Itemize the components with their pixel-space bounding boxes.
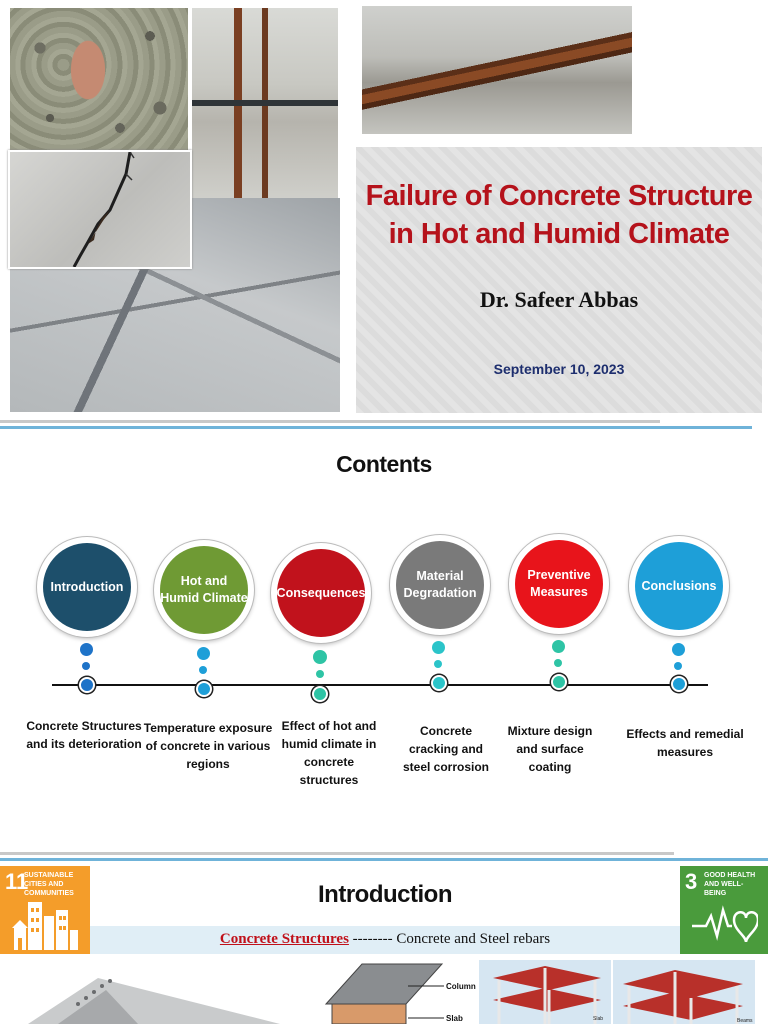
city-icon [12,898,80,950]
concrete-structures-link: Concrete Structures [219,931,349,947]
cracked-wall-photo [8,150,192,269]
connector-dot [552,640,565,653]
timeline-line [52,684,708,686]
sdg3-label: GOOD HEALTH AND WELL-BEING [704,872,756,897]
topic-label: Introduction [43,543,131,631]
slide-divider-accent [0,858,768,861]
topic-preventive-measures [509,534,609,634]
topic-label: Conclusions [635,542,723,630]
connector-dot [199,666,207,674]
topic-label: Hot and Humid Climate [160,546,248,634]
connector-dot [313,650,327,664]
introduction-subtitle [90,931,680,948]
topic-description: Temperature exposure of concrete in various regions [143,721,273,771]
author-name: Dr. Safeer Abbas [479,287,639,312]
connector-dot [432,641,445,654]
building-frame-image-2 [613,960,755,1024]
timeline-node [551,674,567,690]
topic-label: Preventive Measures [515,540,603,628]
subtitle-rest: -------- Concrete and Steel rebars [348,931,551,947]
connector-dot [674,662,682,670]
slide-title: Failure of Concrete Structure in Hot and Humid Climate [365,180,753,250]
connector-dot [197,647,210,660]
topic-consequences [271,543,371,643]
sdg11-number: 11 [5,869,29,894]
timeline-node [79,677,95,693]
topic-material-degradation [390,535,490,635]
building-frame-image [479,960,611,1024]
slide-divider [0,852,674,855]
slide-divider [0,420,660,423]
sdg11-badge [0,866,90,954]
connector-dot [80,643,93,656]
connector-dot [82,662,90,670]
timeline-node [431,675,447,691]
structure-diagram [322,960,478,1024]
sdg11-label: SUSTAINABLE CITIES AND COMMUNITIES [24,872,74,897]
topic-description: Effects and remedial measures [626,727,744,759]
topic-conclusions [629,536,729,636]
crack-graphic [10,152,190,267]
timeline-node [312,686,328,702]
image-label-beams: Beams [737,1018,753,1024]
aggregate-photo [10,8,188,150]
topic-description: Mixture design and surface coating [507,724,593,774]
sdg3-badge [680,866,768,954]
presentation-date: September 10, 2023 [493,361,625,377]
timeline-node [671,676,687,692]
connector-dot [316,670,324,678]
connector-dot [672,643,685,656]
topic-description: Concrete cracking and steel corrosion [402,724,490,774]
title-panel [356,147,762,413]
diagram-label-column: Column [446,982,476,991]
topic-introduction [37,537,137,637]
corroded-beam-photo [362,6,632,134]
connector-dot [554,659,562,667]
topic-description: Concrete Structures and its deterioration [26,719,142,751]
contents-title: Contents [336,451,432,477]
timeline-node [196,681,212,697]
sdg3-number: 3 [685,869,698,894]
topic-label: Consequences [277,549,365,637]
introduction-title: Introduction [318,881,452,908]
heartbeat-icon [692,902,758,946]
concrete-block-image [28,968,280,1024]
diagram-label-slab: Slab [446,1014,463,1023]
slide-divider-accent [0,426,752,429]
topic-label: Material Degradation [396,541,484,629]
corroded-column-photo [192,8,338,198]
topic-description: Effect of hot and humid climate in concrete structures [281,719,377,787]
image-label-slab: Slab [593,1016,604,1022]
connector-dot [434,660,442,668]
topic-hot-humid-climate [154,540,254,640]
